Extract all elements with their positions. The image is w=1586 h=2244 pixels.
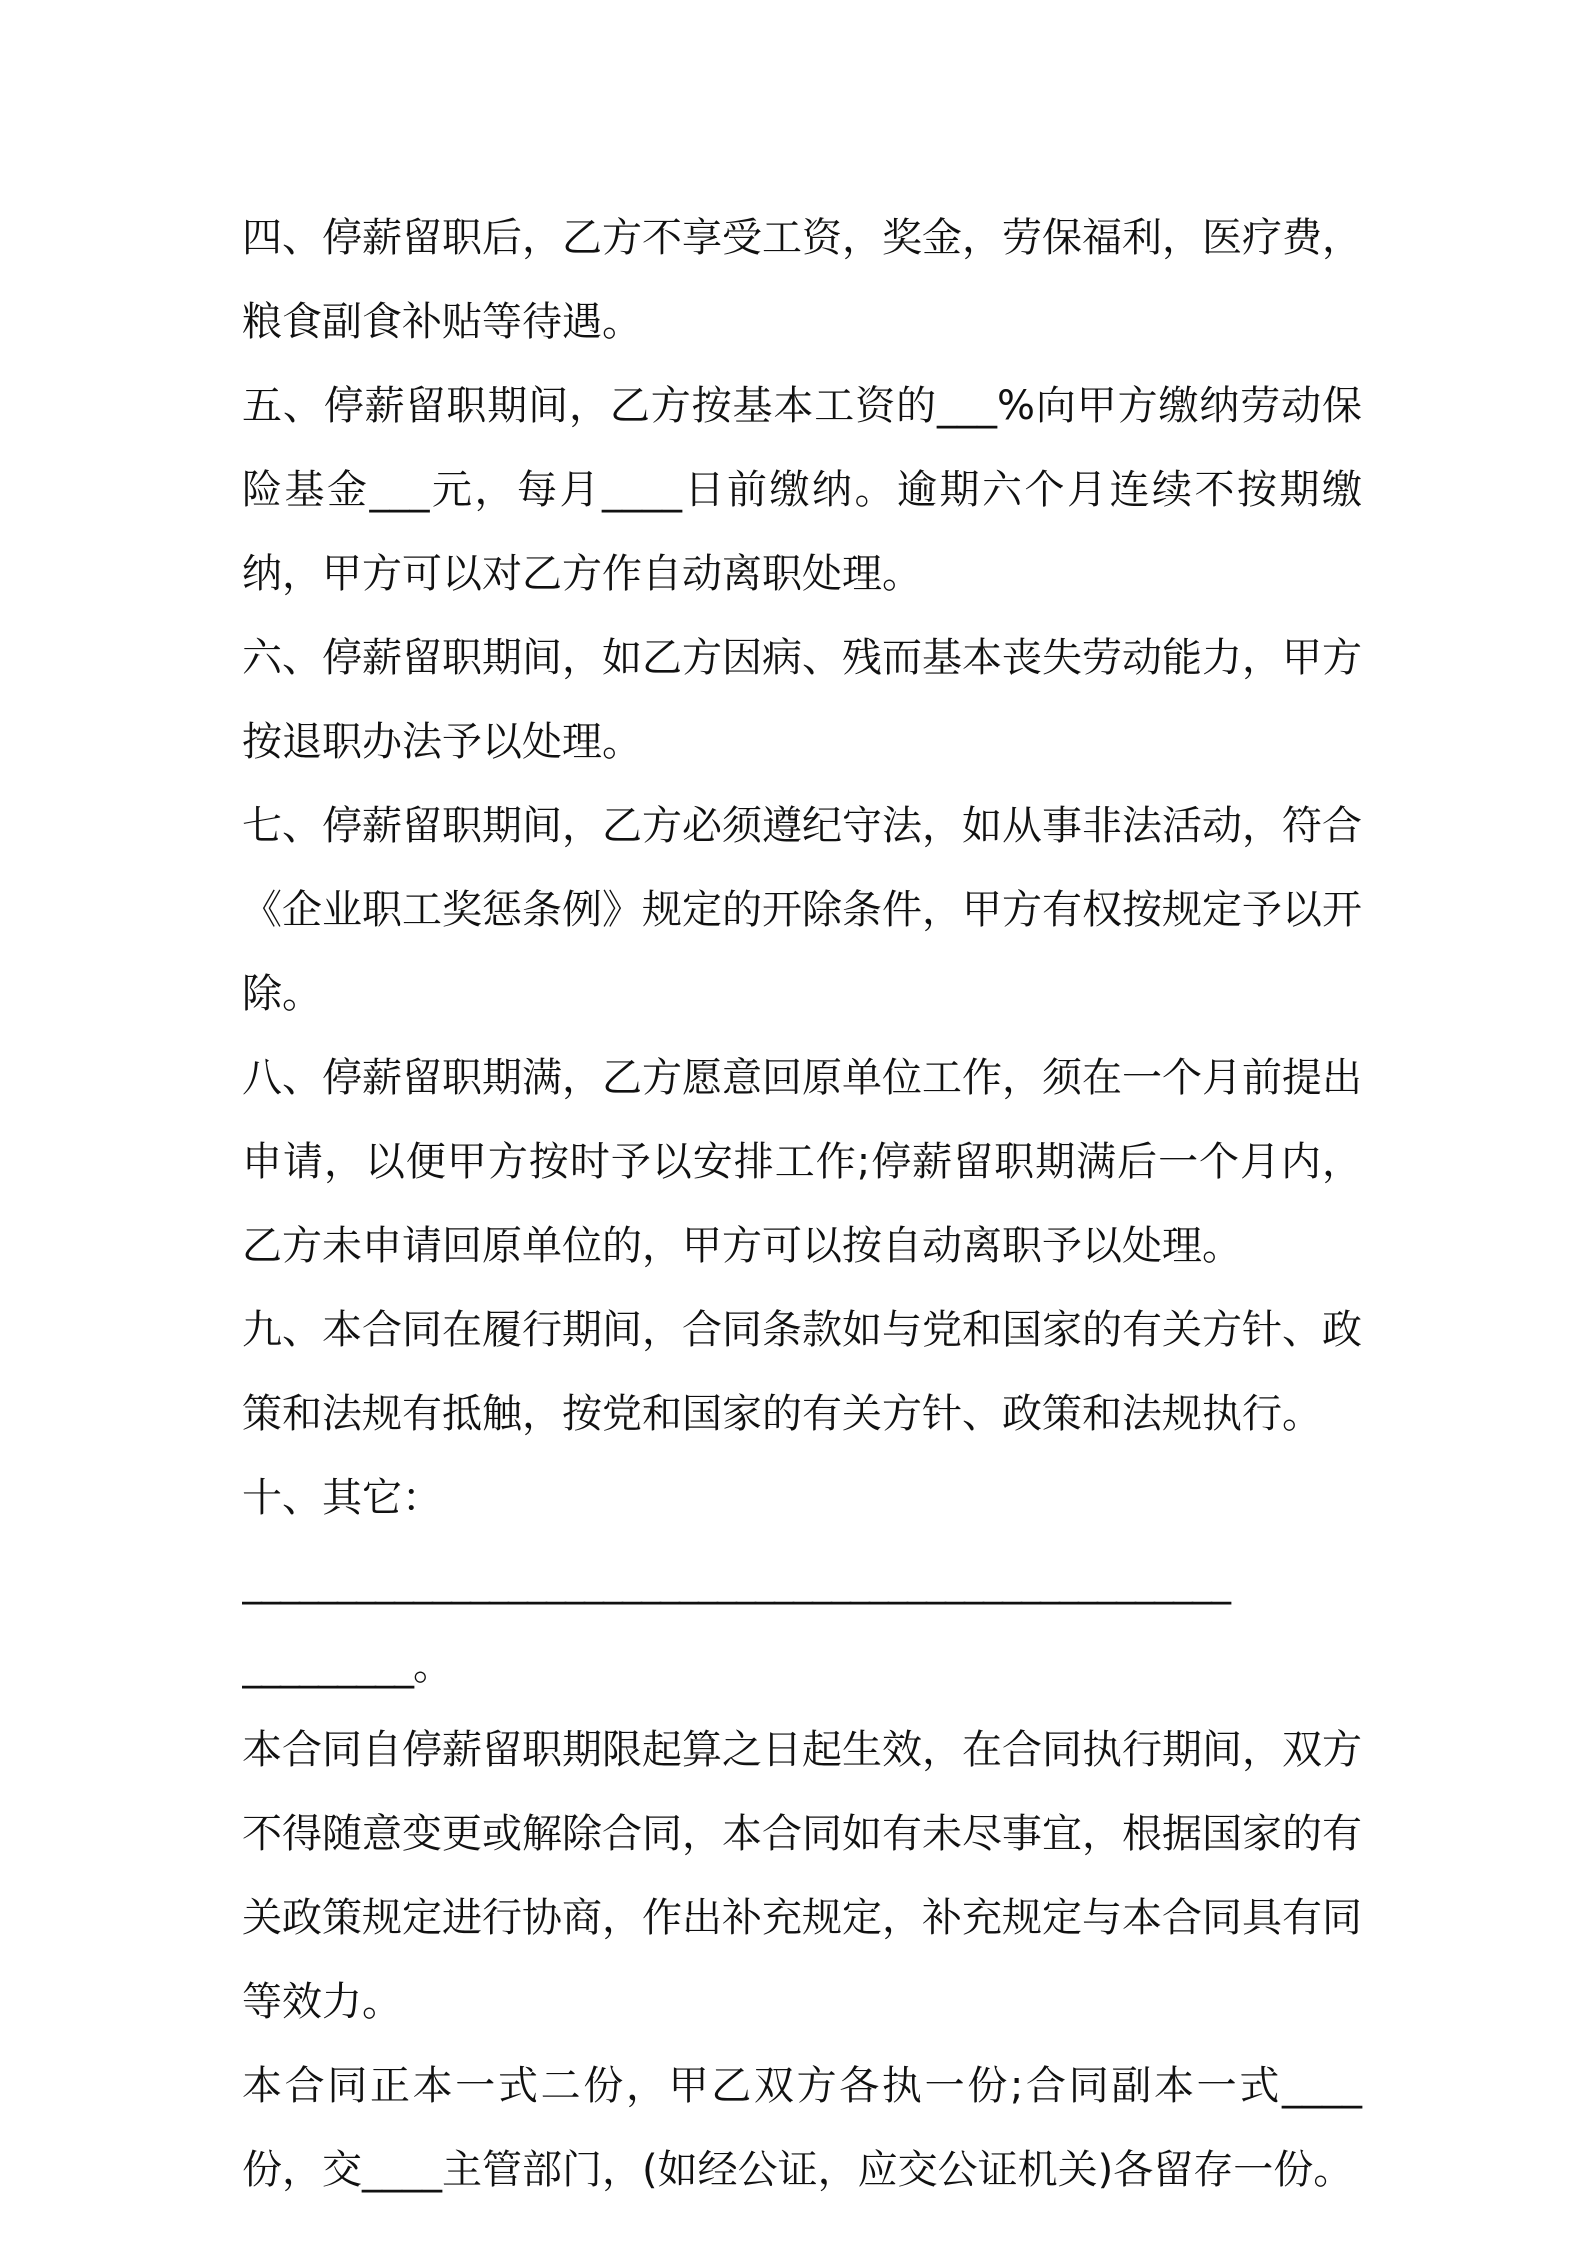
contract-body [242,196,1362,2212]
clause-6: 六、停薪留职期间，如乙方因病、残而基本丧失劳动能力，甲方按退职办法予以处理。 [242,635,1362,765]
clause-7: 七、停薪留职期间，乙方必须遵纪守法，如从事非法活动，符合《企业职工奖惩条例》规定的开除条件，甲方有权按规定予以开除。 [242,803,1362,1017]
clause-9: 九、本合同在履行期间，合同条款如与党和国家的有关方针、政策和法规有抵触，按党和国家的有关方针、政策和法规执行。 [242,1307,1362,1437]
clause-4: 四、停薪留职后，乙方不享受工资，奖金，劳保福利，医疗费，粮食副食补贴等待遇。 [242,215,1362,345]
clause-10-blank-end: _________。 [242,1643,452,1689]
clause-5: 五、停薪留职期间，乙方按基本工资的___%向甲方缴纳劳动保险基金___元，每月____日前缴纳。逾期六个月连续不按期缴纳，甲方可以对乙方作自动离职处理。 [242,383,1362,597]
clause-8: 八、停薪留职期满，乙方愿意回原单位工作，须在一个月前提出申请，以便甲方按时予以安排工作;停薪留职期满后一个月内，乙方未申请回原单位的，甲方可以按自动离职予以处理。 [242,1055,1362,1269]
clause-10-heading: 十、其它： [242,1475,442,1521]
copies-paragraph: 本合同正本一式二份，甲乙双方各执一份;合同副本一式____份，交____主管部门，(如经公证，应交公证机关)各留存一份。 [242,2063,1362,2193]
clause-10-blank-line: ____________________________________________________ [242,1559,1230,1605]
effectiveness-paragraph: 本合同自停薪留职期限起算之日起生效，在合同执行期间，双方不得随意变更或解除合同，本合同如有未尽事宜，根据国家的有关政策规定进行协商，作出补充规定，补充规定与本合同具有同等效力。 [242,1727,1362,2025]
